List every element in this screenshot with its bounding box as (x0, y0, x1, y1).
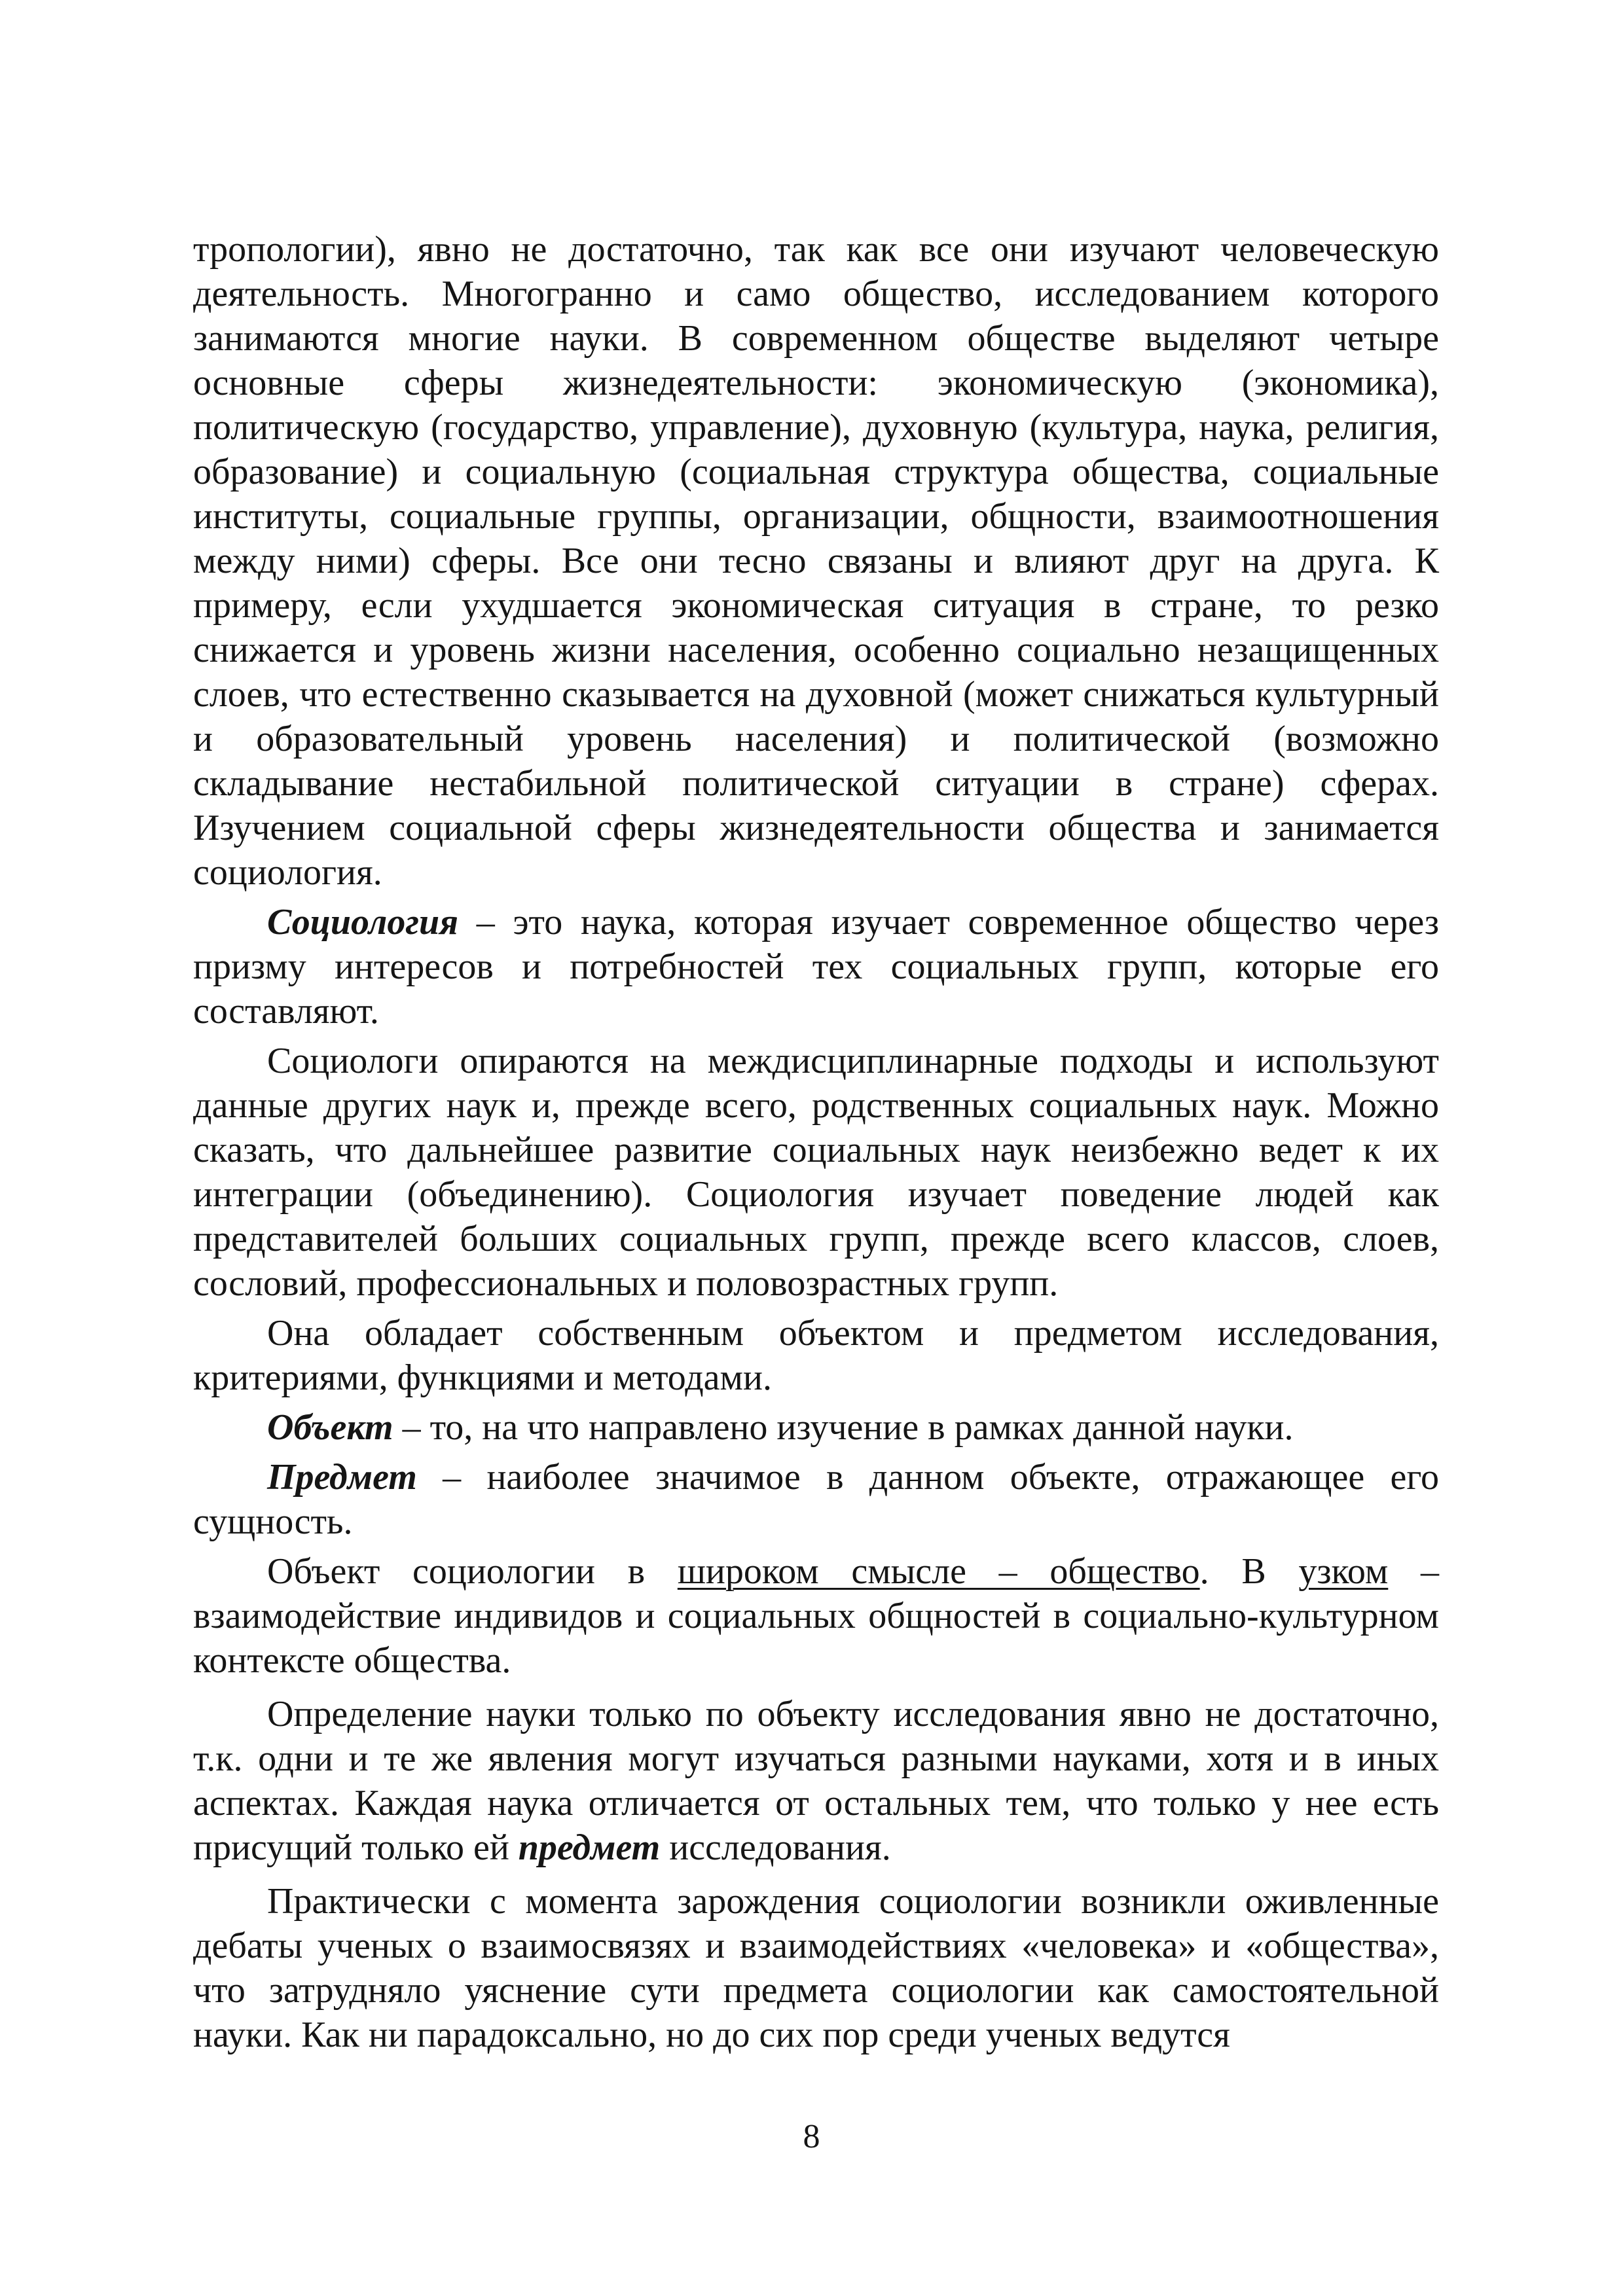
paragraph-object-subject: Она обладает собственным объектом и предметом исследования, критериями, функциями и методами. (193, 1313, 1439, 1398)
paragraph-debates: Практически с момента зарождения социологии возникли оживленные дебаты ученых о взаимосвязях и взаимодействиях «человека» и «общества», что затрудняло уяснение сути предмета социологии как самостоятельной науки. Как ни парадоксально, но до сих пор среди ученых ведутся (193, 1881, 1439, 2055)
paragraph-object-definition (193, 1405, 1439, 1450)
paragraph-subject-definition (193, 1455, 1439, 1544)
term-sociology: Социология (267, 902, 459, 942)
text-run: исследования. (660, 1827, 891, 1868)
term-subject-inline: предмет (518, 1827, 661, 1868)
definition-text: – наиболее значимое в данном объекте, отражающее его сущность. (193, 1457, 1439, 1542)
page-number: 8 (803, 2118, 820, 2155)
text-run: – взаимодействие индивидов и социальных общностей в социально-культурном контексте общества. (193, 1551, 1440, 1681)
text-run: . В (1199, 1551, 1299, 1592)
paragraph-interdisciplinary: Социологи опираются на междисциплинарные подходы и используют данные других наук и, прежде всего, родственных социальных наук. Можно сказать, что дальнейшее развитие социальных наук неизбежно ведет к их интеграции (объединению). Социология изучает поведение людей как представителей больших социальных групп, прежде всего классов, слоев, сословий, профессиональных и половозрастных групп. (193, 1041, 1439, 1304)
term-object: Объект (267, 1407, 393, 1448)
term-subject: Предмет (267, 1457, 417, 1498)
text-run: Объект социологии в (267, 1551, 678, 1592)
paragraph-science-definition (193, 1692, 1439, 1870)
definition-text: – это наука, которая изучает современное общество через призму интересов и потребностей тех социальных групп, которые его составляют. (193, 902, 1439, 1031)
underlined-narrow: узком (1298, 1551, 1389, 1592)
paragraph-spheres: тропологии), явно не достаточно, так как все они изучают человеческую деятельность. Многогранно и само общество, исследованием которого занимаются многие науки. В современном обществе выделяют четыре основные сферы жизнедеятельности: экономическую (экономика), политическую (государство, управление), духовную (культура, наука, религия, образование) и социальную (социальная структура общества, социальные институты, социальные группы, организации, общности, взаимоотношения между ними) сферы. Все они тесно связаны и влияют друг на друга. К примеру, если ухудшается экономическая ситуация в стране, то резко снижается и уровень жизни населения, особенно социально незащищенных слоев, что естественно сказывается на духовной (может снижаться культурный и образовательный уровень населения) и политической (возможно складывание нестабильной политической ситуации в стране) сферах. Изучением социальной сферы жизнедеятельности общества и занимается социология. (193, 229, 1439, 893)
text-run: Определение науки только по объекту исследования явно не достаточно, т.к. одни и те же явления могут изучаться разными науками, хотя и в иных аспектах. Каждая наука отличается от остальных тем, что только у нее есть присущий только ей (193, 1694, 1439, 1868)
document-body (193, 227, 1439, 2057)
underlined-broad-sense: широком смысле – общество (677, 1551, 1200, 1592)
definition-text: – то, на что направлено изучение в рамках данной науки. (393, 1407, 1294, 1448)
paragraph-sociology-definition (193, 900, 1439, 1033)
paragraph-object-of-sociology (193, 1549, 1439, 1683)
